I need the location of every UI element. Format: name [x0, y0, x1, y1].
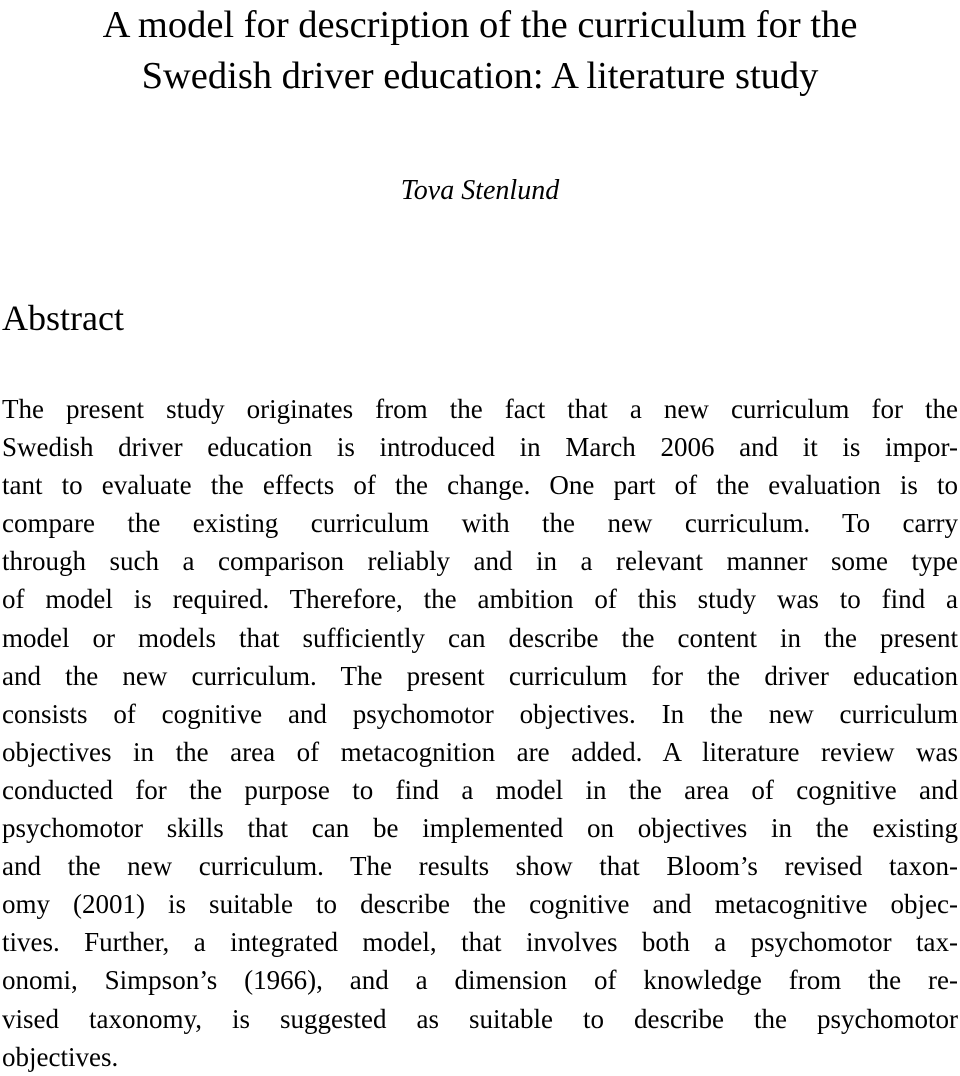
abstract-line: objectives.: [2, 1041, 119, 1072]
abstract-line: Swedish driver education is introduced in March 2006 and it is impor-: [2, 432, 958, 463]
abstract-line: and the new curriculum. The present curriculum for the driver education: [2, 660, 958, 691]
abstract-line: through such a comparison reliably and in a relevant manner some type: [2, 546, 958, 577]
abstract-line: model or models that sufficiently can describe the content in the present: [2, 622, 958, 653]
abstract-line: The present study originates from the fact that a new curriculum for the: [2, 394, 958, 424]
abstract-heading: Abstract: [2, 298, 124, 338]
abstract-line: objectives in the area of metacognition are added. A literature review was: [2, 736, 958, 767]
abstract-line: onomi, Simpson’s (1966), and a dimension of knowledge from the re-: [2, 965, 958, 996]
abstract-line: omy (2001) is suitable to describe the cognitive and metacognitive objec-: [2, 889, 958, 920]
abstract-line: conducted for the purpose to find a model in the area of cognitive and: [2, 774, 958, 805]
abstract-line: tant to evaluate the effects of the change. One part of the evaluation is to: [2, 470, 958, 501]
title-line: A model for description of the curriculum for the: [102, 4, 858, 46]
document-title: [0, 0, 960, 102]
abstract-line: consists of cognitive and psychomotor objectives. In the new curriculum: [2, 698, 958, 729]
abstract-line: vised taxonomy, is suggested as suitable to describe the psychomotor: [2, 1003, 958, 1034]
abstract-body: [2, 390, 958, 1076]
author-name: Tova Stenlund: [400, 175, 560, 206]
abstract-line: psychomotor skills that can be implemented on objectives in the existing: [2, 813, 958, 844]
abstract-line: and the new curriculum. The results show that Bloom’s revised taxon-: [2, 851, 958, 882]
abstract-line: tives. Further, a integrated model, that involves both a psychomotor tax-: [2, 927, 958, 958]
abstract-line: compare the existing curriculum with the new curriculum. To carry: [2, 508, 958, 539]
title-line: Swedish driver education: A literature study: [141, 55, 819, 97]
abstract-line: of model is required. Therefore, the ambition of this study was to find a: [2, 584, 958, 615]
